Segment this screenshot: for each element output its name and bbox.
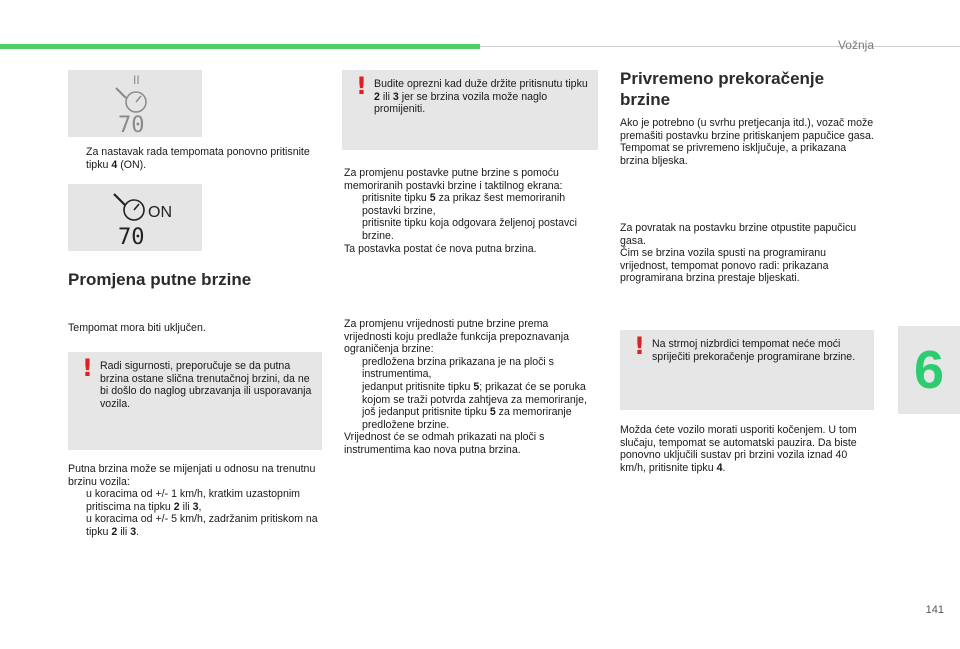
intro-text: Tempomat mora biti uključen. bbox=[68, 322, 206, 334]
heading-temporary-overspeed: Privremeno prekoračenje brzine bbox=[620, 69, 825, 109]
warning-icon: ! bbox=[82, 354, 93, 382]
section-color-bar bbox=[0, 44, 480, 49]
cruise-paused-display bbox=[68, 70, 202, 137]
change-intro: Putna brzina može se mijenjati u odnosu na trenutnu brzinu vozila: bbox=[68, 463, 316, 488]
speed-value: 70 bbox=[118, 113, 145, 137]
cruise-on-display bbox=[68, 184, 202, 251]
warning-icon: ! bbox=[356, 72, 367, 100]
speed-value: 70 bbox=[118, 225, 145, 250]
speedometer-on-icon bbox=[68, 184, 202, 251]
step-bullet-1: u koracima od +/- 1 km/h, kratkim uzastopnim pritiscima na tipku 2 ili 3, bbox=[86, 488, 301, 513]
step-bullet-2: u koracima od +/- 5 km/h, zadržanim pritiskom na tipku 2 ili 3. bbox=[86, 513, 318, 538]
sign-intro: Za promjenu vrijednosti putne brzine prema vrijednosti koju predlaže funkcija prepoznavanja ograničenja brzine: bbox=[344, 318, 569, 356]
page-number: 141 bbox=[925, 604, 944, 616]
sign-bullet-1: predložena brzina prikazana je na ploči s instrumentima, bbox=[362, 355, 554, 381]
overspeed-p2: Tempomat se privremeno isključuje, a prikazana brzina bljeska. bbox=[620, 142, 847, 167]
header-rule bbox=[480, 46, 960, 47]
section-title: Vožnja bbox=[837, 38, 874, 52]
speedometer-icon bbox=[68, 70, 202, 137]
downhill-warning: ! Na strmoj nizbrdici tempomat neće moći spriječiti prekoračenje programirane brzine. bbox=[620, 330, 874, 410]
memory-bullet-1: pritisnite tipku 5 za prikaz šest memoriranih postavki brzine, bbox=[362, 192, 566, 217]
safety-warning: ! Radi sigurnosti, preporučuje se da putna brzina ostane slična trenutačnoj brzini, da ne bi došlo do naglog ubrzavanja ili usporavanja vozila. bbox=[68, 352, 322, 450]
memory-bullet-2: pritisnite tipku koja odgovara željenoj postavci brzine. bbox=[362, 217, 577, 242]
heading-change-speed: Promjena putne brzine bbox=[68, 270, 252, 289]
on-label: ON bbox=[148, 204, 172, 221]
hold-key-warning: ! Budite oprezni kad duže držite pritisnutu tipku 2 ili 3 jer se brzina vozila može naglo promijeniti. bbox=[342, 70, 598, 150]
warning-icon: ! bbox=[634, 332, 645, 360]
chapter-tab: 6 bbox=[898, 326, 960, 414]
sign-end: Vrijednost će se odmah prikazati na ploči s instrumentima kao nova putna brzina. bbox=[344, 431, 545, 456]
sign-bullet-2: jedanput pritisnite tipku 5; prikazat će se poruka kojom se traži potvrda zahtjeva za memoriranje, bbox=[362, 380, 587, 406]
resume-instruction: Za nastavak rada tempomata ponovno pritisnite tipku 4 (ON). bbox=[86, 146, 310, 171]
memory-intro: Za promjenu postavke putne brzine s pomoću memoriranih postavki brzine i taktilnog ekrana: bbox=[344, 167, 563, 192]
overspeed-p3: Za povratak na postavku brzine otpustite papučicu gasa. bbox=[620, 222, 857, 247]
pause-symbol: II bbox=[133, 73, 140, 87]
overspeed-p4: Čim se brzina vozila spusti na programiranu vrijednost, tempomat ponovo radi: prikazana programirana brzina prestaje bljeskati. bbox=[620, 247, 829, 285]
sign-bullet-3: još jedanput pritisnite tipku 5 za memoriranje predložene brzine. bbox=[362, 406, 572, 431]
memory-end: Ta postavka postat će nova putna brzina. bbox=[344, 242, 537, 255]
overspeed-p1: Ako je potrebno (u svrhu pretjecanja itd.), vozač može premašiti postavku brzine pritiskanjem papučice gasa. bbox=[620, 117, 874, 142]
overspeed-p5: Možda ćete vozilo morati usporiti kočenjem. U tom slučaju, tempomat se automatski pauzira. Da biste ponovno uključili sustav pri brzini vozila iznad 40 km/h, pritisnite tipku 4. bbox=[620, 424, 857, 474]
